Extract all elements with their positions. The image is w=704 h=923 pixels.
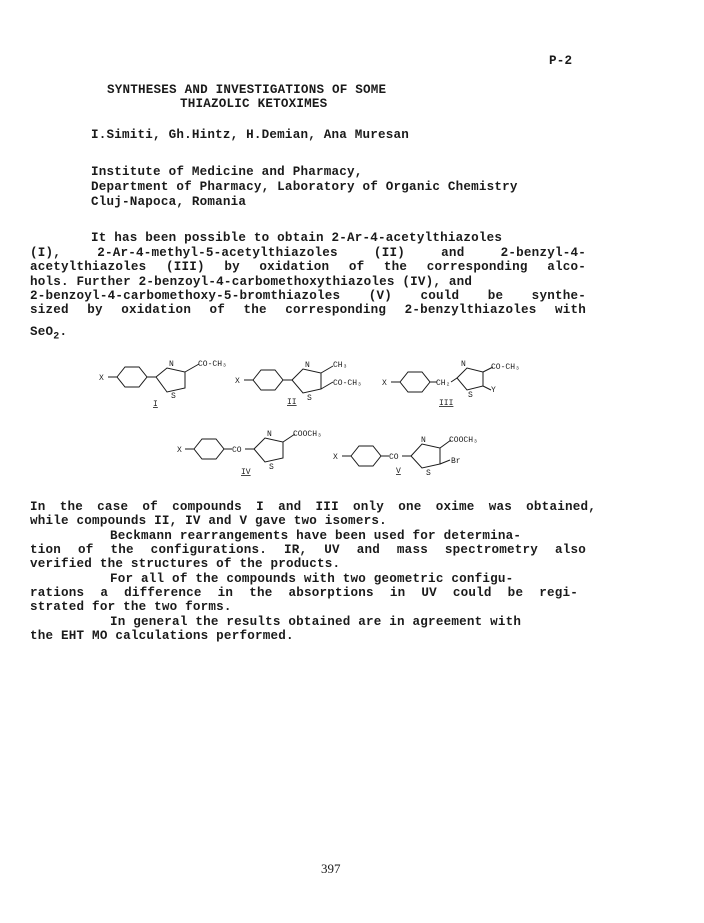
thiazole-ring-V bbox=[411, 444, 440, 468]
struct-V-s: S bbox=[426, 469, 431, 478]
results-line-3: Beckmann rearrangements have been used for determina- bbox=[110, 529, 522, 543]
struct-II-label: II bbox=[287, 398, 297, 407]
struct-IV-n: N bbox=[267, 430, 272, 439]
page-number: 397 bbox=[321, 861, 341, 876]
benzene-ring-I bbox=[117, 367, 147, 387]
results-line-9: In general the results obtained are in agreement with bbox=[110, 615, 522, 629]
results-line-10: the EHT MO calculations performed. bbox=[30, 629, 294, 643]
affiliation-line-3: Cluj-Napoca, Romania bbox=[91, 195, 247, 209]
struct-I-n: N bbox=[169, 360, 174, 369]
struct-III-y: Y bbox=[491, 386, 496, 395]
structure-II bbox=[244, 366, 333, 393]
results-line-4: tion of the configurations. IR, UV and mass spectrometry also bbox=[30, 543, 586, 557]
benzene-ring-V bbox=[351, 446, 381, 466]
results-line-6: For all of the compounds with two geometric configu- bbox=[110, 572, 514, 586]
struct-II-sub2: CO-CH₃ bbox=[333, 379, 362, 388]
benzene-ring-III bbox=[400, 372, 430, 392]
abstract-line-6: sized by oxidation of the corresponding 2-benzylthiazoles with bbox=[30, 303, 586, 317]
abstract-line-3: acetylthiazoles (III) by oxidation of the corresponding alco- bbox=[30, 260, 586, 274]
authors: I.Simiti, Gh.Hintz, H.Demian, Ana Muresan bbox=[91, 128, 410, 142]
struct-I-s: S bbox=[171, 392, 176, 401]
thiazole-ring-I bbox=[156, 368, 185, 392]
struct-II-s: S bbox=[307, 394, 312, 403]
results-line-1: In the case of compounds I and III only one oxime was obtained, bbox=[30, 500, 596, 514]
results-line-5: verified the structures of the products. bbox=[30, 557, 341, 571]
seo2-text: SeO bbox=[30, 325, 54, 339]
results-line-2: while compounds II, IV and V gave two isomers. bbox=[30, 514, 387, 528]
struct-IV-x: X bbox=[177, 446, 182, 455]
struct-IV-sub: COOCH₃ bbox=[293, 430, 322, 439]
thiazole-ring-IV bbox=[254, 438, 283, 462]
abstract-end bbox=[30, 325, 67, 345]
struct-III-x: X bbox=[382, 379, 387, 388]
struct-V-x: X bbox=[333, 453, 338, 462]
struct-I-x: X bbox=[99, 374, 104, 383]
structure-I bbox=[108, 364, 199, 392]
results-line-8: strated for the two forms. bbox=[30, 600, 232, 614]
benzene-ring-IV bbox=[194, 439, 224, 459]
chemical-structures-figure bbox=[95, 352, 525, 480]
abstract-line-4: hols. Further 2-benzoyl-4-carbomethoxythiazoles (IV), and bbox=[30, 275, 473, 289]
thiazole-ring-II bbox=[292, 369, 321, 393]
benzene-ring-II bbox=[253, 370, 283, 390]
struct-I-sub: CO-CH₃ bbox=[198, 360, 227, 369]
struct-IV-s: S bbox=[269, 463, 274, 472]
abstract-line-1: It has been possible to obtain 2-Ar-4-acetylthiazoles bbox=[91, 231, 503, 245]
struct-IV-label: IV bbox=[241, 468, 251, 477]
abstract-line-5: 2-benzoyl-4-carbomethoxy-5-bromthiazoles (V) could be synthe- bbox=[30, 289, 586, 303]
struct-V-br: Br bbox=[451, 457, 461, 466]
struct-III-n: N bbox=[461, 360, 466, 369]
title-line-1: SYNTHESES AND INVESTIGATIONS OF SOME bbox=[107, 83, 387, 97]
struct-II-sub1: CH₃ bbox=[333, 361, 348, 370]
thiazole-ring-III bbox=[457, 368, 483, 390]
affiliation-line-2: Department of Pharmacy, Laboratory of Organic Chemistry bbox=[91, 180, 518, 194]
results-line-7: rations a difference in the absorptions in UV could be regi- bbox=[30, 586, 578, 600]
struct-V-sub: COOCH₃ bbox=[449, 436, 478, 445]
title-line-2: THIAZOLIC KETOXIMES bbox=[180, 97, 328, 111]
struct-III-s: S bbox=[468, 391, 473, 400]
struct-III-label: III bbox=[439, 399, 454, 408]
struct-III-sub: CO-CH₃ bbox=[491, 363, 520, 372]
struct-V-link: CO bbox=[389, 453, 399, 462]
struct-II-x: X bbox=[235, 377, 240, 386]
seo2-subscript: 2 bbox=[53, 331, 60, 343]
struct-V-label: V bbox=[396, 467, 401, 476]
struct-II-n: N bbox=[305, 361, 310, 370]
struct-III-link: CH₂ bbox=[436, 379, 451, 388]
abstract-line-2: (I), 2-Ar-4-methyl-5-acetylthiazoles (II) and 2-benzyl-4- bbox=[30, 246, 586, 260]
affiliation-line-1: Institute of Medicine and Pharmacy, bbox=[91, 165, 363, 179]
page-label: P-2 bbox=[549, 54, 573, 68]
struct-I-label: I bbox=[153, 400, 158, 409]
abstract-period: . bbox=[59, 325, 68, 339]
struct-V-n: N bbox=[421, 436, 426, 445]
struct-IV-link: CO bbox=[232, 446, 242, 455]
